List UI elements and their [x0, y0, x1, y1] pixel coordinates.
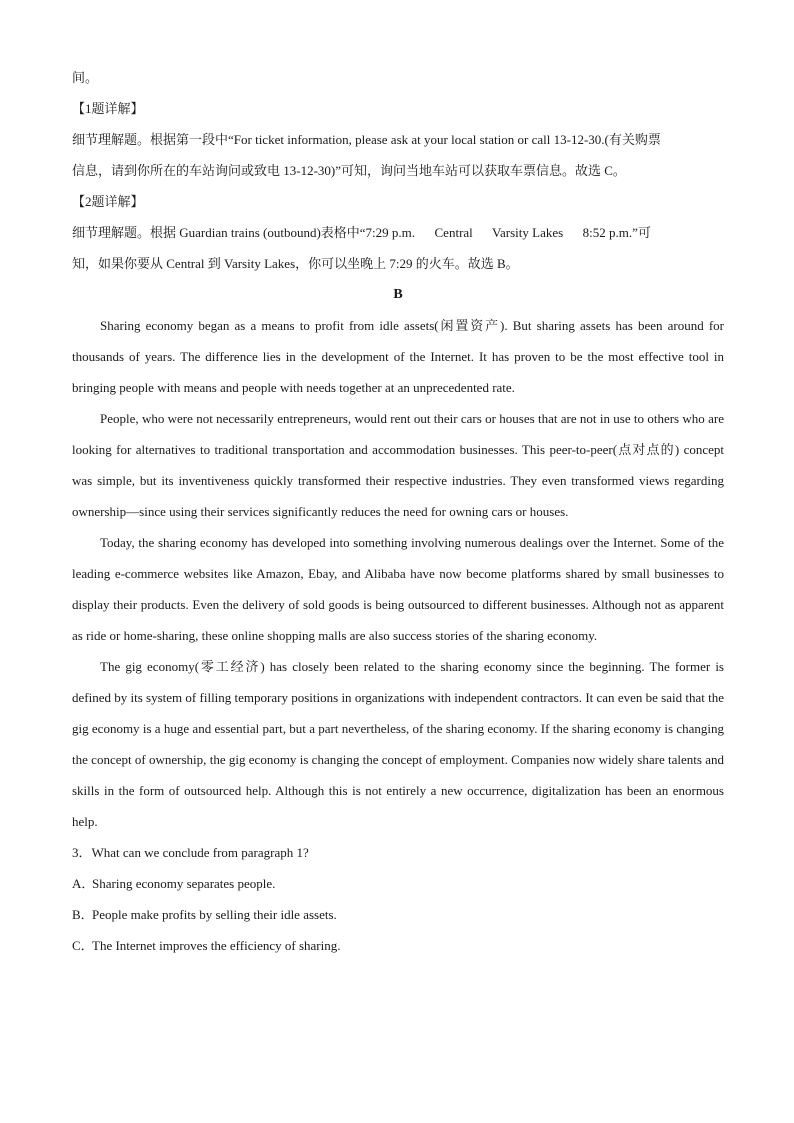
passage-paragraph-1: Sharing economy began as a means to profit from idle assets(闲置资产). But sharing assets has been around for thousands of years. The difference lies in the development of the Internet. It has proven to be the most effective tool in bringing people with means and people with needs together at an unprecedented rate. [72, 318, 724, 395]
option-letter: A． [72, 876, 95, 891]
question-3-option-b[interactable] [72, 899, 724, 930]
q2-heading: 【2题详解】 [72, 194, 144, 209]
q1-explanation-line-2: 信息，请到你所在的车站询问或致电 13-12-30)”可知，询问当地车站可以获取车票信息。故选 C。 [72, 163, 626, 178]
q1-explanation-line-1: 细节理解题。根据第一段中“For ticket information, please ask at your local station or call 13-12-30.(有关购票 [72, 132, 661, 147]
option-letter: C． [72, 938, 94, 953]
top-fragment: 间。 [72, 70, 99, 85]
question-3-option-c[interactable] [72, 930, 724, 961]
question-3-stem: 3．What can we conclude from paragraph 1? [72, 845, 309, 860]
option-letter: B． [72, 907, 94, 922]
q2-explanation-line-2: 知，如果你要从 Central 到 Varsity Lakes，你可以坐晚上 7:29 的火车。故选 B。 [72, 256, 519, 271]
option-text: The Internet improves the efficiency of sharing. [92, 938, 341, 953]
passage-label: B [393, 287, 403, 302]
passage-paragraph-4: The gig economy(零工经济) has closely been related to the sharing economy since the beginning. The former is defined by its system of filling temporary positions in organizations with independent contractors. It can even be said that the gig economy is a huge and essential part, but a part nevertheless, of the sharing economy. If the sharing economy is changing the concept of ownership, the gig economy is changing the concept of employment. Companies now widely share talents and skills in the form of outsourced help. Although this is not entirely a new occurrence, digitalization has been an enormous help. [72, 659, 724, 829]
document-content [72, 62, 724, 961]
option-text: People make profits by selling their idle assets. [92, 907, 337, 922]
option-text: Sharing economy separates people. [92, 876, 276, 891]
q2-explanation-line-1: 细节理解题。根据 Guardian trains (outbound)表格中“7:29 p.m. Central Varsity Lakes 8:52 p.m.”可 [72, 225, 651, 240]
question-3-option-a[interactable] [72, 868, 724, 899]
passage-paragraph-2: People, who were not necessarily entrepreneurs, would rent out their cars or houses that are not in use to others who are looking for alternatives to traditional transportation and accommodation businesses. This peer-to-peer(点对点的) concept was simple, but its inventiveness quickly transformed their respective industries. They even transformed views regarding ownership—since using their services significantly reduces the need for owning cars or houses. [72, 411, 724, 519]
passage-paragraph-3: Today, the sharing economy has developed into something involving numerous dealings over the Internet. Some of the leading e-commerce websites like Amazon, Ebay, and Alibaba have now become platforms shared by small businesses to display their products. Even the delivery of sold goods is being outsourced to different businesses. Although not as apparent as ride or home-sharing, these online shopping malls are also success stories of the sharing economy. [72, 535, 724, 643]
q1-heading: 【1题详解】 [72, 101, 144, 116]
